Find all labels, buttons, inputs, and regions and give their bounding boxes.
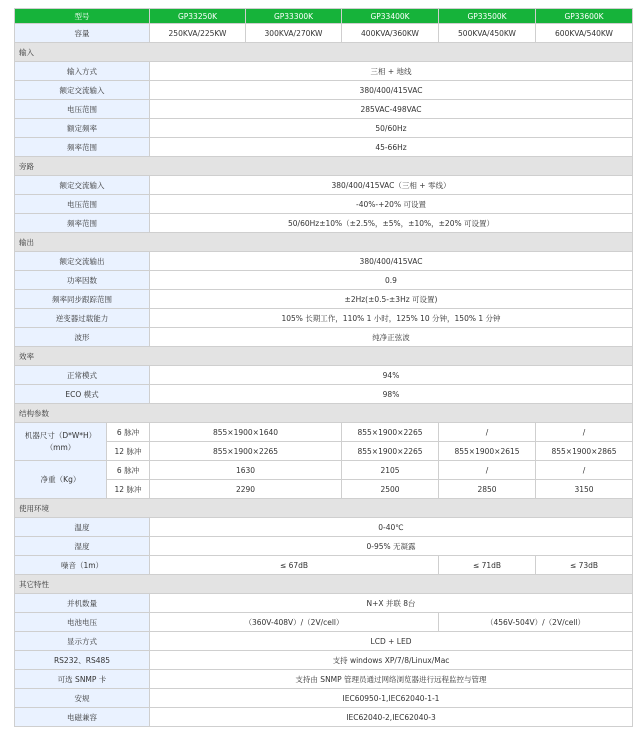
spec-label: 湿度: [15, 537, 150, 556]
section-title: 输入: [15, 43, 633, 62]
section-title: 使用环境: [15, 499, 633, 518]
spec-value: 45-66Hz: [150, 138, 633, 157]
spec-value: 380/400/415VAC（三相 + 零线）: [150, 176, 633, 195]
spec-value: 380/400/415VAC: [150, 252, 633, 271]
spec-row: [15, 689, 633, 708]
section-header-input: [15, 43, 633, 62]
weight-label: 净重（Kg）: [15, 461, 107, 499]
spec-row: [15, 176, 633, 195]
spec-value: 50/60Hz±10%（±2.5%，±5%，±10%，±20% 可设置）: [150, 214, 633, 233]
spec-value: N+X 并联 8台: [150, 594, 633, 613]
spec-row: [15, 385, 633, 404]
spec-value: -40%-+20% 可设置: [150, 195, 633, 214]
spec-label: 波形: [15, 328, 150, 347]
weight-value: 2500: [342, 480, 439, 499]
spec-value: 支持 windows XP/7/8/Linux/Mac: [150, 651, 633, 670]
spec-row: [15, 119, 633, 138]
dimension-value: /: [536, 423, 633, 442]
spec-row: [15, 100, 633, 119]
spec-row: [15, 62, 633, 81]
dimension-value: 855×1900×2865: [536, 442, 633, 461]
spec-row: [15, 632, 633, 651]
battery-value: （360V-408V）/（2V/cell）: [150, 613, 439, 632]
capacity-row: [15, 24, 633, 43]
spec-row: [15, 195, 633, 214]
spec-label: 频率范围: [15, 138, 150, 157]
spec-label: 安规: [15, 689, 150, 708]
section-header-output: [15, 233, 633, 252]
spec-table: [14, 8, 633, 727]
spec-label: 额定交流输入: [15, 81, 150, 100]
spec-value: 105% 长期工作，110% 1 小时，125% 10 分钟，150% 1 分钟: [150, 309, 633, 328]
model-name: GP33600K: [536, 9, 633, 24]
spec-value: 380/400/415VAC: [150, 81, 633, 100]
pulse-label: 6 脉冲: [107, 423, 150, 442]
spec-value: 三相 + 地线: [150, 62, 633, 81]
weight-value: 2850: [439, 480, 536, 499]
section-header-other: [15, 575, 633, 594]
spec-label: 频率范围: [15, 214, 150, 233]
section-header-bypass: [15, 157, 633, 176]
weight-value: 2105: [342, 461, 439, 480]
spec-value: IEC60950-1,IEC62040-1-1: [150, 689, 633, 708]
spec-label: 噪音（1m）: [15, 556, 150, 575]
spec-label: 额定频率: [15, 119, 150, 138]
section-title: 输出: [15, 233, 633, 252]
spec-value: 285VAC-498VAC: [150, 100, 633, 119]
weight-value: 2290: [150, 480, 342, 499]
spec-row: [15, 670, 633, 689]
spec-label: 电压范围: [15, 195, 150, 214]
spec-row: [15, 309, 633, 328]
spec-value: 支持由 SNMP 管理员通过网络浏览器进行远程监控与管理: [150, 670, 633, 689]
weight-row-12-pulse: [15, 480, 633, 499]
spec-row: [15, 366, 633, 385]
spec-label: 电磁兼容: [15, 708, 150, 727]
spec-row: [15, 708, 633, 727]
dimensions-row-12-pulse: [15, 442, 633, 461]
spec-label: 额定交流输入: [15, 176, 150, 195]
spec-row: [15, 271, 633, 290]
capacity-value: 250KVA/225KW: [150, 24, 246, 43]
battery-row: [15, 613, 633, 632]
dimensions-label: 机器尺寸（D*W*H）（mm）: [15, 423, 107, 461]
capacity-value: 400KVA/360KW: [342, 24, 439, 43]
spec-label: 额定交流输出: [15, 252, 150, 271]
pulse-label: 12 脉冲: [107, 442, 150, 461]
model-name: GP33400K: [342, 9, 439, 24]
spec-row: [15, 594, 633, 613]
spec-label: 逆变器过载能力: [15, 309, 150, 328]
spec-label: ECO 模式: [15, 385, 150, 404]
dimension-value: 855×1900×2265: [342, 423, 439, 442]
spec-value: 50/60Hz: [150, 119, 633, 138]
noise-value: ≤ 71dB: [439, 556, 536, 575]
battery-value: （456V-504V）/（2V/cell）: [439, 613, 633, 632]
weight-value: 1630: [150, 461, 342, 480]
model-label: 型号: [15, 9, 150, 24]
spec-value: 0-95% 无凝露: [150, 537, 633, 556]
spec-label: 电压范围: [15, 100, 150, 119]
pulse-label: 12 脉冲: [107, 480, 150, 499]
spec-label: 温度: [15, 518, 150, 537]
spec-label: 电池电压: [15, 613, 150, 632]
model-name: GP33300K: [246, 9, 342, 24]
spec-label: 显示方式: [15, 632, 150, 651]
section-title: 其它特性: [15, 575, 633, 594]
dimensions-row-6-pulse: [15, 423, 633, 442]
model-name: GP33250K: [150, 9, 246, 24]
spec-label: 并机数量: [15, 594, 150, 613]
weight-value: /: [536, 461, 633, 480]
noise-value: ≤ 73dB: [536, 556, 633, 575]
spec-value: 94%: [150, 366, 633, 385]
weight-row-6-pulse: [15, 461, 633, 480]
dimension-value: 855×1900×2265: [342, 442, 439, 461]
capacity-value: 300KVA/270KW: [246, 24, 342, 43]
capacity-value: 500KVA/450KW: [439, 24, 536, 43]
spec-value: LCD + LED: [150, 632, 633, 651]
section-header-efficiency: [15, 347, 633, 366]
spec-row: [15, 290, 633, 309]
spec-value: 0.9: [150, 271, 633, 290]
spec-row: [15, 81, 633, 100]
spec-row: [15, 252, 633, 271]
spec-label: 输入方式: [15, 62, 150, 81]
spec-label: 功率因数: [15, 271, 150, 290]
dimension-value: 855×1900×2265: [150, 442, 342, 461]
noise-value: ≤ 67dB: [150, 556, 439, 575]
spec-row: [15, 328, 633, 347]
section-title: 效率: [15, 347, 633, 366]
dimension-value: 855×1900×2615: [439, 442, 536, 461]
spec-value: 纯净正弦波: [150, 328, 633, 347]
spec-label: RS232、RS485: [15, 651, 150, 670]
spec-value: 0-40℃: [150, 518, 633, 537]
spec-row: [15, 651, 633, 670]
spec-row: [15, 214, 633, 233]
spec-value: IEC62040-2,IEC62040-3: [150, 708, 633, 727]
dimension-value: 855×1900×1640: [150, 423, 342, 442]
section-title: 结构参数: [15, 404, 633, 423]
capacity-value: 600KVA/540KW: [536, 24, 633, 43]
spec-label: 正常模式: [15, 366, 150, 385]
spec-value: ±2Hz(±0.5-±3Hz 可设置): [150, 290, 633, 309]
section-header-structure: [15, 404, 633, 423]
spec-label: 频率同步跟踪范围: [15, 290, 150, 309]
dimension-value: /: [439, 423, 536, 442]
spec-row: [15, 518, 633, 537]
weight-value: /: [439, 461, 536, 480]
section-header-environment: [15, 499, 633, 518]
capacity-label: 容量: [15, 24, 150, 43]
spec-row: [15, 138, 633, 157]
model-name: GP33500K: [439, 9, 536, 24]
spec-label: 可选 SNMP 卡: [15, 670, 150, 689]
weight-value: 3150: [536, 480, 633, 499]
section-title: 旁路: [15, 157, 633, 176]
spec-row: [15, 537, 633, 556]
pulse-label: 6 脉冲: [107, 461, 150, 480]
header-row: [15, 9, 633, 24]
noise-row: [15, 556, 633, 575]
spec-value: 98%: [150, 385, 633, 404]
